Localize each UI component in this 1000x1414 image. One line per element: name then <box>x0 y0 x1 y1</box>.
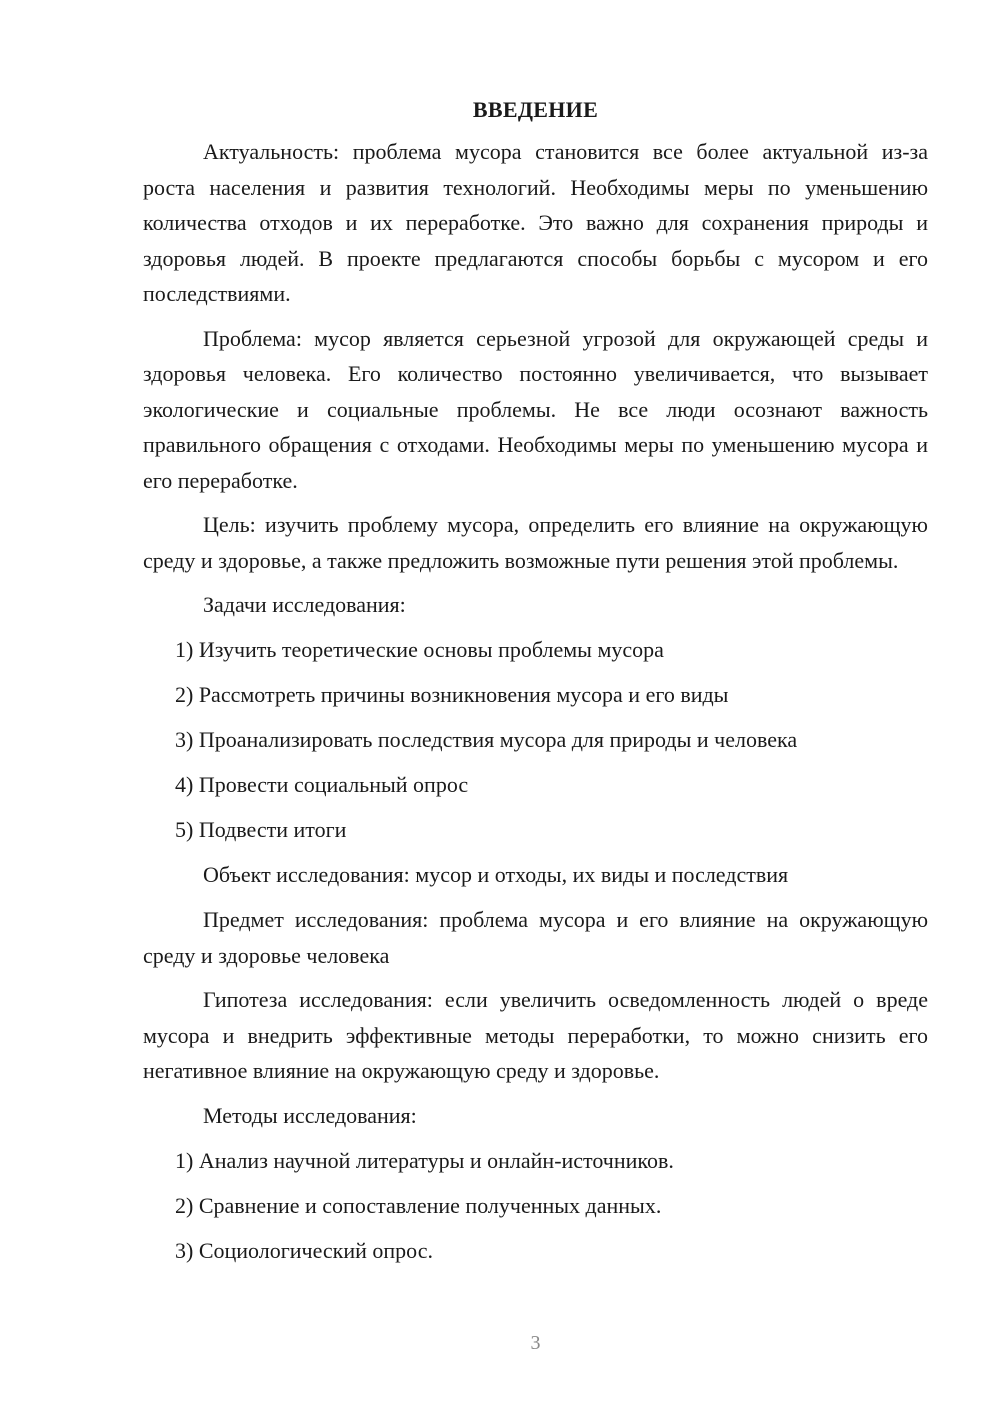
problem-paragraph: Проблема: мусор является серьезной угрозой для окружающей среды и здоровья человека. Его количество постоянно увеличивается, что вызывает экологические и социальные проблемы. Не все люди осознают важность правильного обращения с отходами. Необходимы меры по уменьшению мусора и его переработке. <box>143 325 928 493</box>
list-item: 1) Анализ научной литературы и онлайн-источников. <box>175 1147 674 1173</box>
object-paragraph: Объект исследования: мусор и отходы, их виды и последствия <box>203 862 789 887</box>
list-item: 4) Провести социальный опрос <box>175 772 469 797</box>
section-title: ВВЕДЕНИЕ <box>472 97 599 122</box>
hypothesis-paragraph: Гипотеза исследования: если увеличить осведомленность людей о вреде мусора и внедрить эффективные методы переработки, то можно снизить его негативное влияние на окружающую среду и здоровье. <box>143 987 928 1083</box>
subject-paragraph: Предмет исследования: проблема мусора и его влияние на окружающую среду и здоровье человека <box>143 907 928 968</box>
relevance-paragraph: Актуальность: проблема мусора становится все более актуальной из-за роста населения и развития технологий. Необходимы меры по уменьшению количества отходов и их переработке. Это важно для сохранения природы и здоровья людей. В проекте предлагаются способы борьбы с мусором и его последствиями. <box>143 139 928 306</box>
list-item: 1) Изучить теоретические основы проблемы мусора <box>175 637 664 662</box>
page-number: 3 <box>530 1332 541 1354</box>
tasks-list <box>143 632 928 848</box>
page-content <box>143 92 928 1278</box>
list-item: 2) Сравнение и сопоставление полученных данных. <box>175 1192 662 1218</box>
list-item: 3) Проанализировать последствия мусора для природы и человека <box>175 727 798 752</box>
methods-heading: Методы исследования: <box>203 1102 417 1128</box>
list-item: 2) Рассмотреть причины возникновения мусора и его виды <box>175 682 729 707</box>
list-item: 5) Подвести итоги <box>175 817 347 842</box>
tasks-heading: Задачи исследования: <box>203 592 406 617</box>
list-item: 3) Социологический опрос. <box>175 1237 433 1263</box>
goal-paragraph: Цель: изучить проблему мусора, определить его влияние на окружающую среду и здоровье, а также предложить возможные пути решения этой проблемы. <box>143 512 928 573</box>
methods-list <box>143 1143 928 1269</box>
